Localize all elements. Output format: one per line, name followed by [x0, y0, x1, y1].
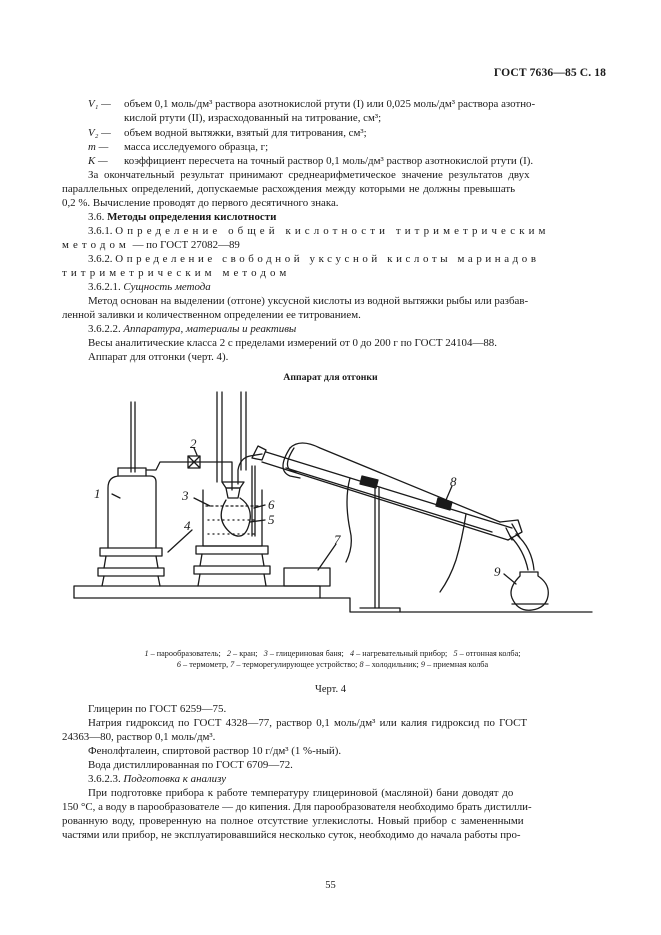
section-number: 3.6.1.	[88, 225, 113, 237]
caption-number: 1	[144, 649, 149, 658]
leader-line	[168, 530, 192, 552]
caption-text: – парообразователь;	[148, 649, 223, 658]
reagent-line-5: Вода дистиллированная по ГОСТ 6709—72.	[88, 759, 293, 771]
heater-legs	[102, 576, 160, 586]
condenser-inner-bottom	[262, 462, 508, 540]
adapter-tube	[516, 534, 534, 570]
figure-label-7: 7	[334, 532, 341, 547]
definition-symbol: K —	[88, 155, 108, 167]
table-base	[74, 586, 592, 612]
figure-number: Черт. 4	[315, 684, 346, 695]
caption-number: 6	[176, 660, 181, 669]
caption-number: 2	[226, 649, 231, 658]
heater-plate	[100, 548, 162, 556]
preparation-line-1: При подготовке прибора к работе температуру глицериновой (масляной) бани доводят до	[88, 787, 514, 799]
reagent-line-2: Натрия гидроксид по ГОСТ 4328—77, раствор 0,1 моль/дм³ или калия гидроксид по ГОСТ	[88, 717, 528, 729]
thermoregulator	[284, 568, 330, 586]
definition-symbol: V₁ —	[88, 98, 111, 110]
distillation-flask	[221, 498, 250, 536]
section-title: Аппаратура, материалы и реактивы	[123, 323, 297, 335]
figure-label-3: 3	[182, 488, 189, 503]
page-number: 55	[325, 880, 336, 891]
caption-text: – нагревательный прибор;	[354, 649, 450, 658]
caption-number: 5	[453, 649, 458, 658]
heater-legs	[200, 554, 264, 566]
result-line-2: параллельных определений, допускаемые расхождения между которыми не должны превышать	[62, 183, 516, 195]
caption-text: – термометр,	[181, 660, 231, 669]
result-line-3: 0,2 %. Вычисление проводят до первого десятичного знака.	[62, 197, 339, 209]
flask-stopper	[222, 482, 244, 488]
tube-connector	[252, 446, 266, 460]
steam-generator-flask	[108, 476, 156, 548]
caption-number: 8	[359, 660, 364, 669]
heater-base	[98, 568, 164, 576]
definition-symbol: m —	[88, 141, 109, 153]
leader-line	[112, 494, 120, 498]
section-spaced-title: Определение общей кислотности титриметрическим	[115, 225, 550, 237]
caption-number: 7	[230, 660, 235, 669]
caption-text: – глицериновая баня;	[267, 649, 346, 658]
page-header: ГОСТ 7636—85 С. 18	[493, 66, 606, 79]
figure-label-4: 4	[184, 518, 191, 533]
steam-tube-to-flask	[200, 462, 232, 490]
method-line-1: Метод основан на выделении (отгоне) уксусной кислоты из водной вытяжки рыбы или разбав-	[88, 295, 529, 307]
figure-caption-line-1	[60, 648, 605, 659]
section-number: 3.6.2.2.	[88, 323, 121, 335]
leader-line	[318, 544, 336, 570]
leader-line	[504, 574, 516, 584]
equipment-line-1: Весы аналитические класса 2 с пределами измерений от 0 до 200 г по ГОСТ 24104—88.	[88, 337, 497, 349]
definition-text: коэффициент пересчета на точный раствор 0,1 моль/дм³ раствор азотнокислой ртути (I).	[124, 155, 534, 167]
heater-legs	[104, 556, 158, 568]
section-number: 3.6.2.3.	[88, 773, 121, 785]
preparation-line-4: частями или прибор, не эксплуатировавшийся несколько суток, необходимо до начала работы про-	[62, 829, 521, 841]
figure-label-5: 5	[268, 512, 275, 527]
section-reference: — по ГОСТ 27082—89	[129, 239, 240, 251]
figure-label-8: 8	[450, 474, 457, 489]
figure-label-1: 1	[94, 486, 101, 501]
leader-line	[194, 498, 210, 506]
caption-text: – холодильник;	[363, 660, 421, 669]
figure-label-9: 9	[494, 564, 501, 579]
condenser-inner-top	[266, 452, 512, 528]
flask-funnel	[226, 488, 240, 498]
method-line-2: ленной заливки и количественном определении ее титрованием.	[62, 309, 361, 321]
steam-generator-neck	[118, 468, 146, 476]
adapter-tube	[510, 536, 528, 570]
reagent-line-4: Фенолфталеин, спиртовой раствор 10 г/дм³ (1 %-ный).	[88, 745, 342, 757]
section-number: 3.6.	[88, 211, 105, 223]
caption-text: – приемная колба	[424, 660, 489, 669]
definition-text: объем 0,1 моль/дм³ раствора азотнокислой ртути (I) или 0,025 моль/дм³ раствора азотно-	[124, 98, 536, 110]
section-spaced-title: Определение свободной уксусной кислоты маринадов	[115, 253, 540, 265]
preparation-line-2: 150 °С, а воду в парообразователе — до кипения. Для парообразователя необходимо брать дистилли-	[62, 801, 532, 813]
heater-legs	[198, 574, 266, 586]
caption-number: 3	[263, 649, 268, 658]
condenser-jacket-bottom	[286, 468, 492, 532]
section-title: Методы определения кислотности	[107, 211, 277, 223]
section-number: 3.6.2.1.	[88, 281, 121, 293]
section-title: Подготовка к анализу	[123, 773, 227, 785]
caption-number: 9	[420, 660, 425, 669]
section-title: Сущность метода	[123, 281, 211, 293]
result-line-1: За окончательный результат принимают среднеарифметическое значение результатов двух	[88, 169, 530, 181]
condenser-clamp	[436, 498, 452, 510]
definition-text: масса исследуемого образца, г;	[124, 141, 269, 153]
caption-text: – терморегулирующее устройство;	[234, 660, 360, 669]
reagent-line-3: 24363—80, раствор 0,1 моль/дм³.	[62, 731, 216, 743]
preparation-line-3: рованную воду, проверенную на полное отсутствие углекислоты. Новый прибор с замененными	[62, 815, 524, 827]
condenser-jacket-top	[290, 443, 500, 522]
heater-plate	[196, 546, 268, 554]
condenser-clamp	[360, 476, 378, 488]
section-spaced-title: титриметрическим методом	[62, 267, 291, 279]
section-spaced-title: методом	[62, 239, 130, 251]
figure-caption-line-2	[60, 659, 605, 670]
figure-label-2: 2	[190, 436, 197, 451]
equipment-line-2: Аппарат для отгонки (черт. 4).	[88, 351, 229, 363]
definition-text: объем водной вытяжки, взятый для титрования, см³;	[124, 127, 367, 139]
caption-text: – отгонная колба;	[457, 649, 521, 658]
section-number: 3.6.2.	[88, 253, 113, 265]
section-3-6-2-3	[88, 773, 226, 786]
reagent-line-1: Глицерин по ГОСТ 6259—75.	[88, 703, 227, 715]
figure-title: Аппарат для отгонки	[283, 372, 378, 383]
definition-v1-continuation: кислой ртути (II), израсходованный на титрование, см³;	[124, 112, 382, 124]
heater-base	[194, 566, 270, 574]
caption-text: – кран;	[231, 649, 260, 658]
definition-symbol: V₂ —	[88, 127, 111, 139]
caption-number: 4	[349, 649, 355, 658]
figure-label-6: 6	[268, 497, 275, 512]
